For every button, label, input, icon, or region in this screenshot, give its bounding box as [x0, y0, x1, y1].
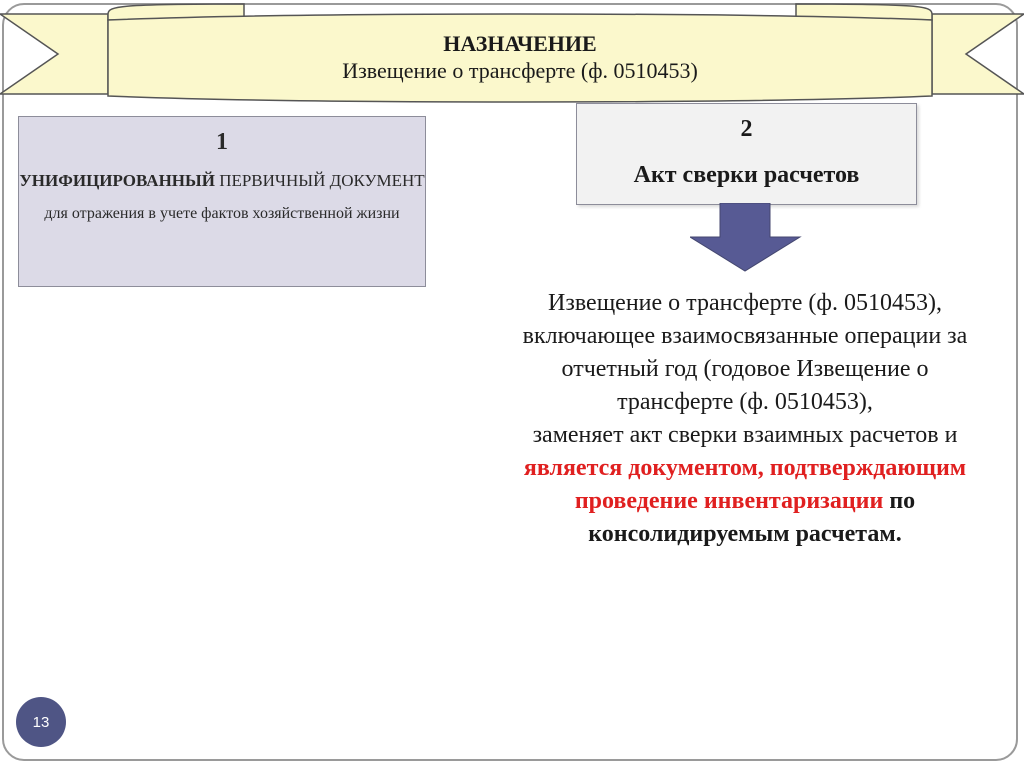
arrow-down-icon	[690, 203, 802, 273]
main-highlight-text: проведение инвентаризации	[574, 488, 884, 514]
box1-purpose: для отражения в учете фактов хозяйственной жизни	[44, 205, 400, 222]
main-line: Извещение о трансферте (ф. 0510453),	[548, 290, 942, 316]
box2-number: 2	[740, 116, 753, 142]
primary-document-box	[18, 116, 426, 287]
main-line: включающее взаимосвязанные операции за	[522, 323, 968, 349]
main-highlight-line: является документом, подтверждающим	[523, 455, 967, 481]
main-statement	[470, 287, 1020, 551]
main-line: отчетный год (годовое Извещение о	[561, 356, 929, 382]
main-mixed-line	[470, 485, 1020, 518]
page-number-badge: 13	[16, 697, 66, 747]
banner-subtitle: Извещение о трансферте (ф. 0510453)	[342, 58, 698, 83]
main-bold-text: по	[883, 488, 916, 514]
box2-title: Акт сверки расчетов	[633, 162, 860, 188]
banner-title: НАЗНАЧЕНИЕ	[443, 31, 597, 56]
box1-doc-bold: УНИФИЦИРОВАННЫЙ	[19, 171, 215, 190]
banner-text	[110, 26, 930, 96]
box1-doc-type	[19, 169, 425, 193]
main-last-line: консолидируемым расчетам.	[588, 521, 902, 547]
reconciliation-act-box	[576, 103, 917, 205]
box1-number: 1	[216, 129, 228, 155]
box1-doc-rest: ПЕРВИЧНЫЙ ДОКУМЕНТ	[214, 171, 425, 190]
main-line: заменяет акт сверки взаимных расчетов и	[532, 422, 958, 448]
main-line: трансферте (ф. 0510453),	[617, 389, 873, 415]
